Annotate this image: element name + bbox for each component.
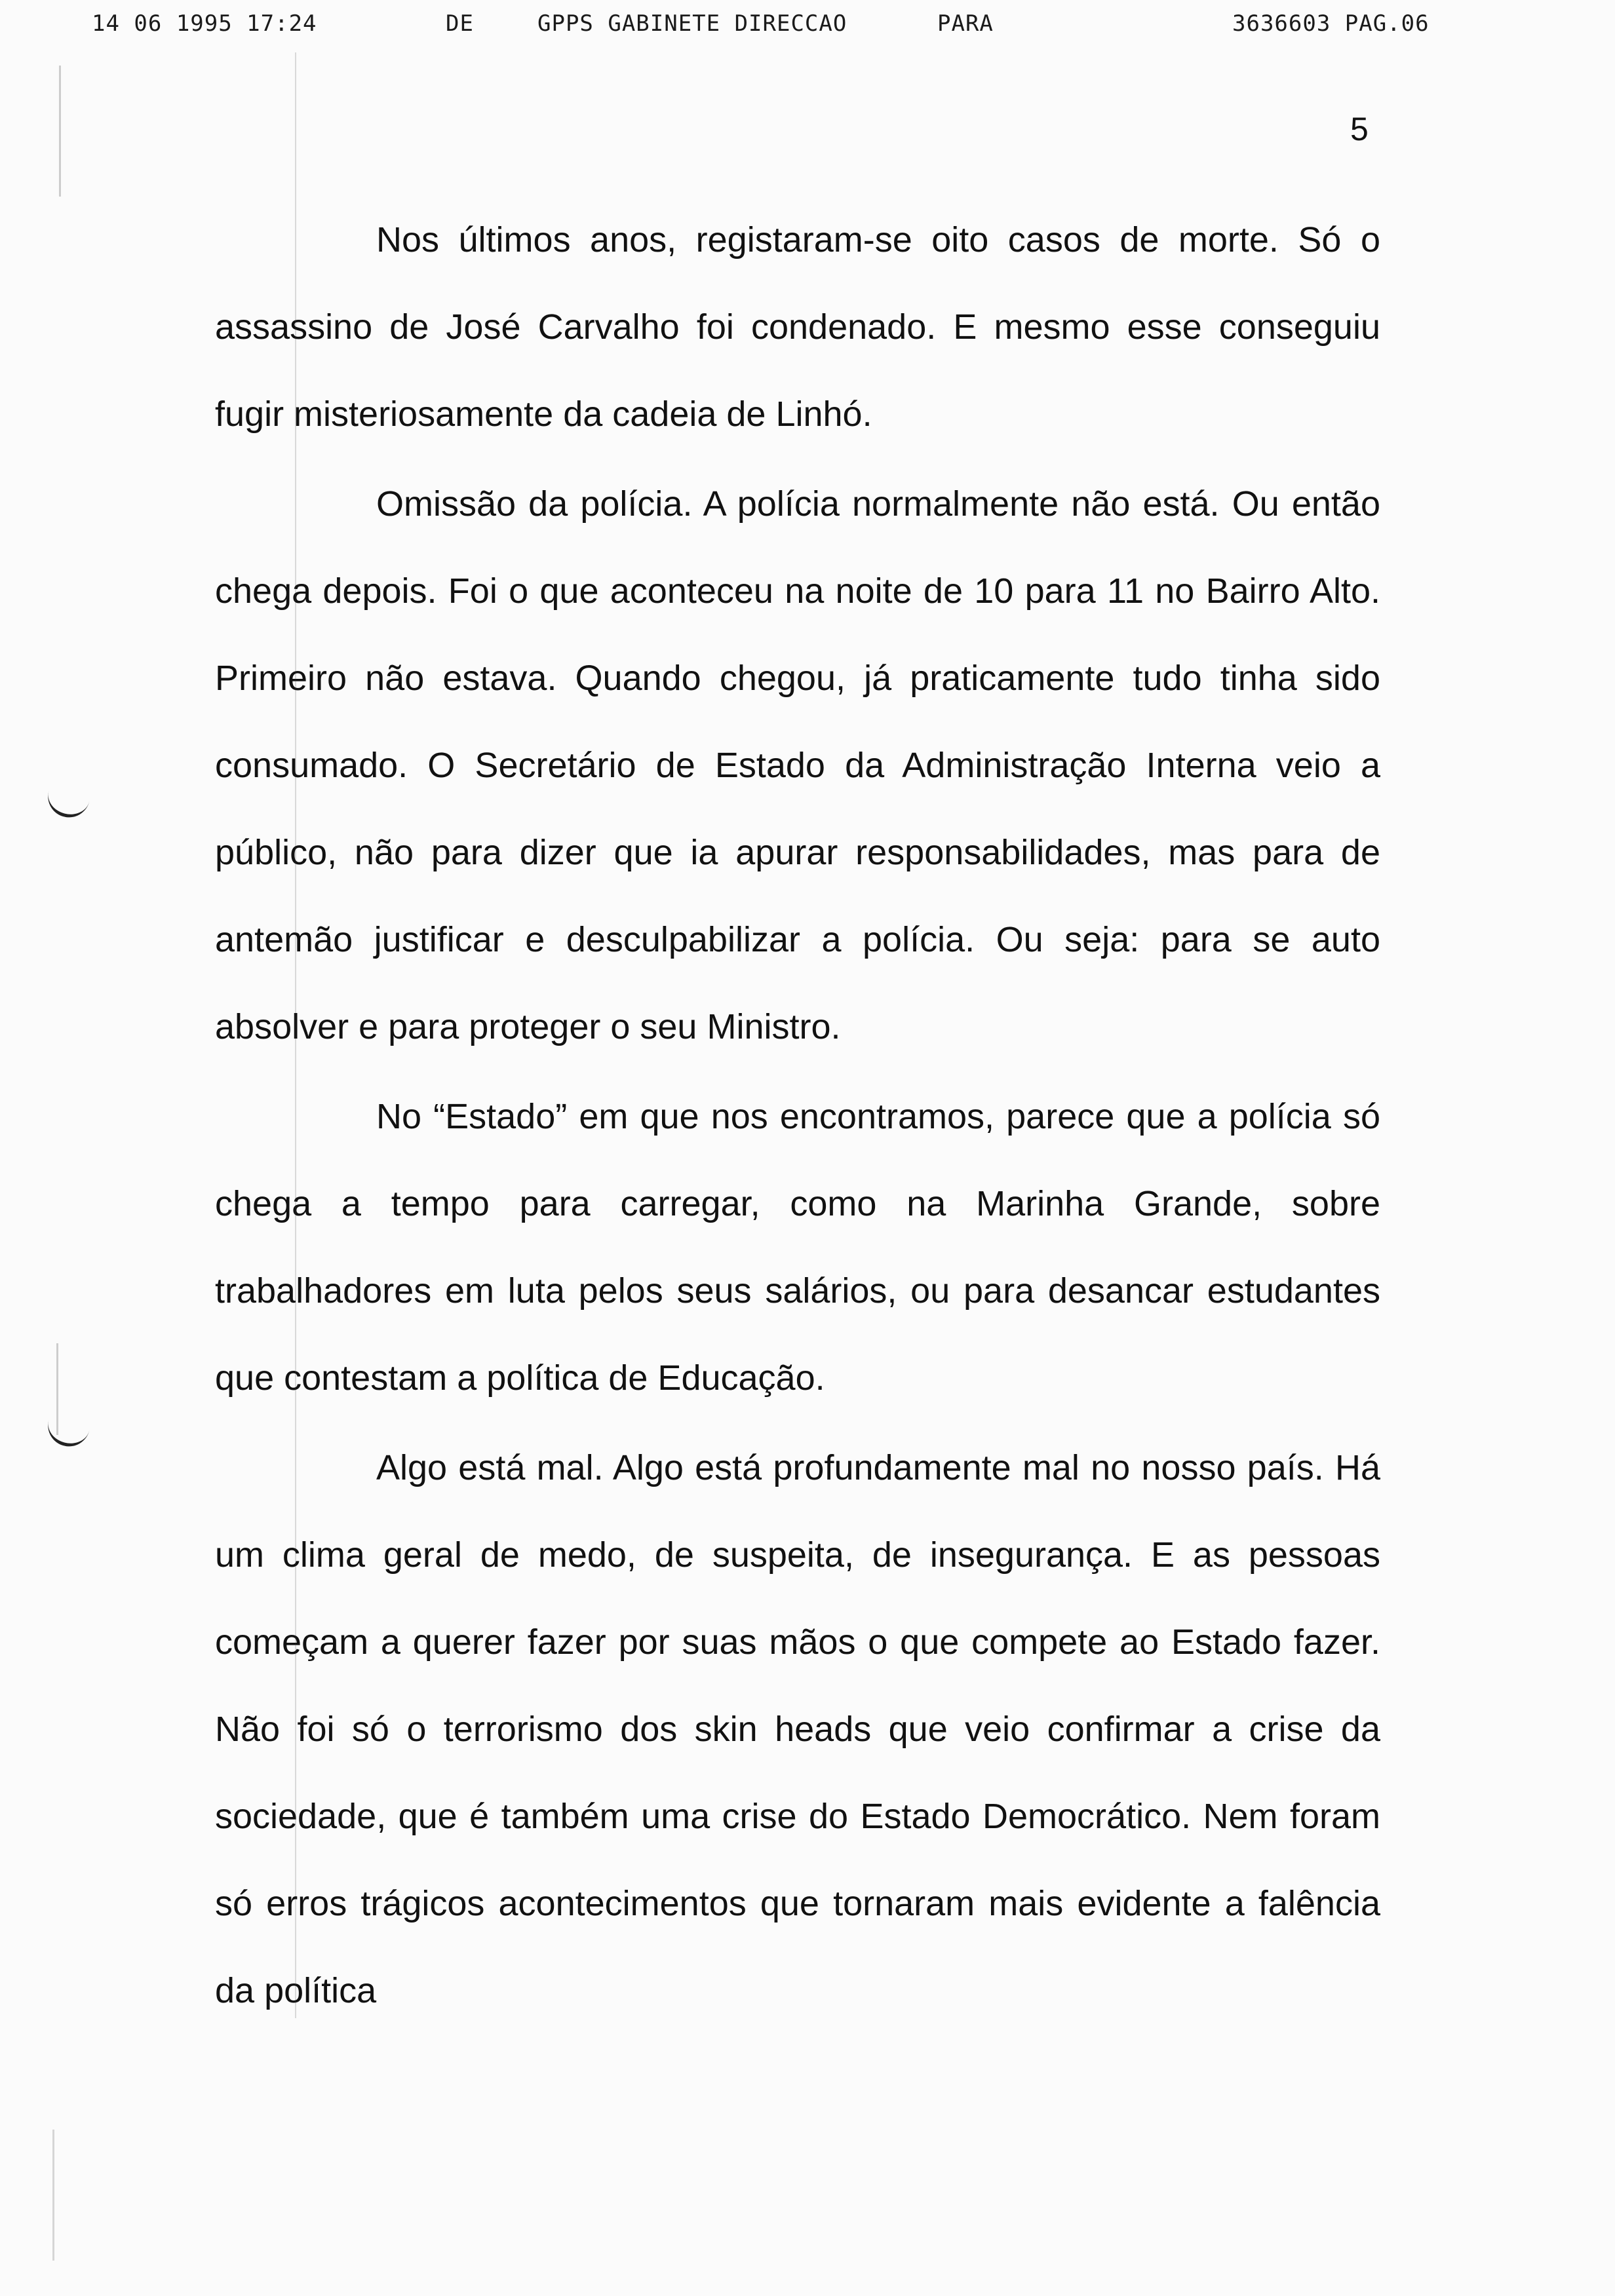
fax-header xyxy=(0,5,1615,45)
scan-streak xyxy=(59,66,61,197)
paragraph: Nos últimos anos, registaram-se oito casos de morte. Só o assassino de José Carvalho foi condenado. E mesmo esse conseguiu fugir misteriosamente da cadeia de Linhó. xyxy=(215,220,1380,434)
punch-hole-mark xyxy=(43,1417,90,1451)
scan-streak xyxy=(295,52,296,2018)
fax-page-number: 3636603 PAG.06 xyxy=(1232,10,1430,37)
page-number: 5 xyxy=(1350,111,1369,147)
fax-date-time: 14 06 1995 17:24 xyxy=(92,10,317,37)
document-body xyxy=(215,197,1380,2035)
punch-hole-mark xyxy=(43,788,90,822)
paragraph: Omissão da polícia. A polícia normalmente não está. Ou então chega depois. Foi o que aconteceu na noite de 10 para 11 no Bairro Alto. Primeiro não estava. Quando chegou, já praticamente tudo tinha sido consumado. O Secretário de Estado da Administração Interna veio a público, não para dizer que ia apurar responsabilidades, mas para de antemão justificar e desculpabilizar a polícia. Ou seja: para se auto absolver e para proteger o seu Ministro. xyxy=(215,484,1380,1046)
fax-sender: GPPS GABINETE DIRECCAO xyxy=(537,10,847,37)
paragraph: Algo está mal. Algo está profundamente mal no nosso país. Há um clima geral de medo, de suspeita, de insegurança. E as pessoas começam a querer fazer por suas mãos o que compete ao Estado fazer. Não foi só o terrorismo dos skin heads que veio confirmar a crise da sociedade, que é também uma crise do Estado Democrático. Nem foram só erros trágicos acontecimentos que tornaram mais evidente a falência da política xyxy=(215,1448,1380,2010)
fax-from-label: DE xyxy=(446,10,474,37)
paragraph: No “Estado” em que nos encontramos, parece que a polícia só chega a tempo para carregar, como na Marinha Grande, sobre trabalhadores em luta pelos seus salários, ou para desancar estudantes que contestam a política de Educação. xyxy=(215,1097,1380,1398)
scan-streak xyxy=(52,2130,54,2261)
fax-to-label: PARA xyxy=(937,10,994,37)
